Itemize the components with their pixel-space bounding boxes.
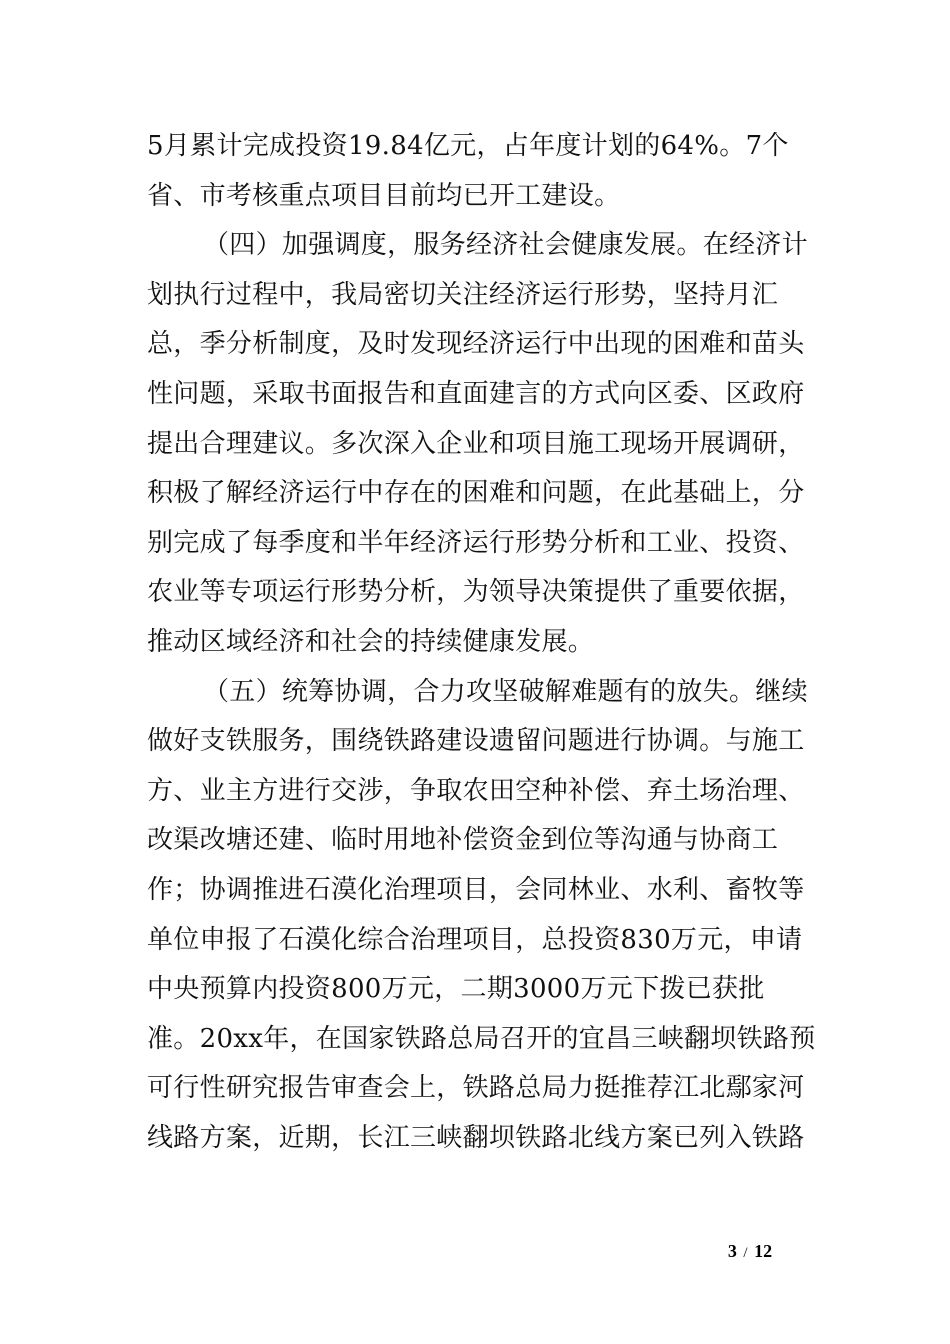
text-line: 线路方案，近期，长江三峡翻坝铁路北线方案已列入铁路 bbox=[147, 1122, 805, 1153]
text-line: 做好支铁服务，围绕铁路建设遗留问题进行协调。与施工 bbox=[147, 726, 805, 757]
section-heading-line: （四）加强调度，服务经济社会健康发展。在经济计 bbox=[203, 230, 808, 261]
text-line: 省、市考核重点项目目前均已开工建设。 bbox=[147, 180, 621, 211]
current-page-number: 3 bbox=[727, 1241, 737, 1261]
section-heading-line: （五）统筹协调，合力攻坚破解难题有的放失。继续 bbox=[203, 676, 808, 707]
text-line: 中央预算内投资800万元，二期3000万元下拨已获批 bbox=[147, 974, 765, 1005]
page-number bbox=[700, 1241, 800, 1262]
text-line: 方、业主方进行交涉，争取农田空种补偿、弃土场治理、 bbox=[147, 775, 805, 806]
total-pages-number: 12 bbox=[754, 1241, 773, 1261]
text-line: 作；协调推进石漠化治理项目，会同林业、水利、畜牧等 bbox=[147, 874, 805, 905]
text-line: 划执行过程中，我局密切关注经济运行形势，坚持月汇 bbox=[147, 279, 779, 310]
text-line: 积极了解经济运行中存在的困难和问题，在此基础上，分 bbox=[147, 478, 805, 509]
text-line: 准。20xx年，在国家铁路总局召开的宜昌三峡翻坝铁路预 bbox=[147, 1023, 816, 1054]
text-line: 提出合理建议。多次深入企业和项目施工现场开展调研， bbox=[147, 428, 805, 459]
page-separator: / bbox=[743, 1245, 748, 1261]
text-line: 别完成了每季度和半年经济运行形势分析和工业、投资、 bbox=[147, 527, 805, 558]
text-line: 5月累计完成投资19.84亿元，占年度计划的64%。7个 bbox=[147, 131, 789, 161]
text-line: 推动区域经济和社会的持续健康发展。 bbox=[147, 626, 595, 657]
text-line: 单位申报了石漠化综合治理项目，总投资830万元，申请 bbox=[147, 924, 803, 955]
text-line: 总，季分析制度，及时发现经济运行中出现的困难和苗头 bbox=[147, 329, 805, 360]
document-body bbox=[147, 122, 816, 1163]
text-line: 改渠改塘还建、临时用地补偿资金到位等沟通与协商工 bbox=[147, 825, 779, 856]
text-line: 农业等专项运行形势分析，为领导决策提供了重要依据， bbox=[147, 577, 805, 608]
text-line: 性问题，采取书面报告和直面建言的方式向区委、区政府 bbox=[147, 378, 805, 409]
text-line: 可行性研究报告审查会上，铁路总局力挺推荐江北鄢家河 bbox=[147, 1073, 805, 1104]
